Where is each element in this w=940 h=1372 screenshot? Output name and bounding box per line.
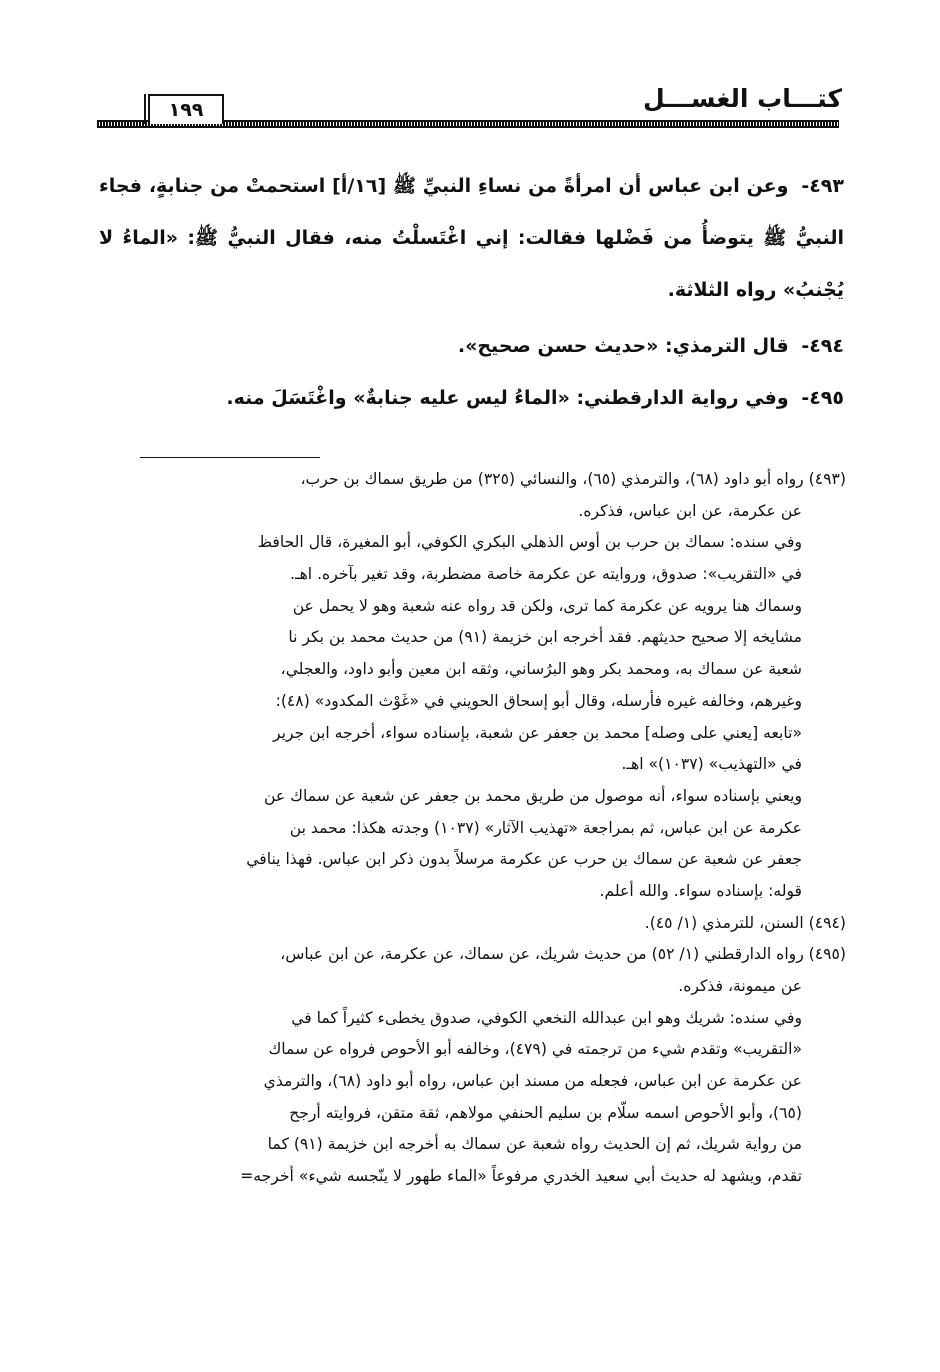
hadith-494: [99, 320, 844, 372]
footnote-line: (٤٩٥) رواه الدارقطني (١/ ٥٢) من حديث شريك، عن سماك، عن عكرمة، عن ابن عباس،: [280, 945, 846, 964]
footnote-line: وفي سنده: سماك بن حرب بن أوس الذهلي البكري الكوفي، أبو المغيرة، قال الحافظ: [257, 533, 802, 552]
hadith-text: قال الترمذي: «حديث حسن صحيح».: [457, 335, 789, 357]
footnote-line: وغيرهم، وخالفه غيره فأرسله، وقال أبو إسحاق الحويني في «غَوْث المكدود» (٤٨):: [275, 691, 802, 710]
hadith-text: وعن ابن عباس أن امرأةً من نساءِ النبيِّ ﷺ [١٦/أ] استحمتْ من جنابةٍ، فجاء النبيُّ ﷺ يتوضأُ من فَضْلها فقالت: إني اغْتَسلْتُ منه، فقال النبيُّ ﷺ: «الماءُ لا يُجْنبُ» رواه الثلاثة.: [99, 175, 844, 301]
hadith-number: ٤٩٥-: [801, 387, 844, 409]
page-number: ١٩٩: [148, 94, 224, 124]
footnote-line: «التقريب» وتقدم شيء من ترجمته في (٤٧٩)، وخالفه أبو الأحوص فرواه عن سماك: [268, 1040, 802, 1059]
footnote-line: «تابعه [يعني على وصله] محمد بن جعفر عن شعبة، بإسناده سواء، أخرجه ابن جرير: [273, 723, 802, 742]
footnote-line: قوله: بإسناده سواء. والله أعلم.: [599, 881, 802, 900]
footnote-line: عكرمة عن ابن عباس، ثم بمراجعة «تهذيب الآثار» (١٠٣٧) وجدته هكذا: محمد بن: [289, 818, 802, 837]
footnote-line: وسماك هنا يرويه عن عكرمة كما ترى، ولكن قد رواه عنه شعبة وهو لا يحمل عن: [292, 596, 802, 615]
footnote-line: في «التهذيب» (١٠٣٧)» اهـ.: [621, 755, 802, 774]
footnote-line: جعفر عن شعبة عن سماك بن حرب عن عكرمة مرسلاً بدون ذكر ابن عباس. فهذا ينافي: [246, 850, 802, 869]
footnote-line: عن عكرمة عن ابن عباس، فجعله من مسند ابن عباس، رواه أبو داود (٦٨)، والترمذي: [263, 1072, 802, 1091]
hadith-number: ٤٩٤-: [801, 335, 844, 357]
footnote-line: وفي سنده: شريك وهو ابن عبدالله النخعي الكوفي، صدوق يخطىء كثيراً كما في: [291, 1008, 802, 1027]
hadith-495: [99, 372, 844, 424]
footnote-line: (٦٥)، وأبو الأحوص اسمه سلّام بن سليم الحنفي مولاهم، ثقة متقن، فروايته أرجح: [289, 1103, 802, 1122]
footnote-line: شعبة عن سماك به، ومحمد بكر وهو البرُساني، وثقه ابن معين وأبو داود، والعجلي،: [280, 660, 802, 679]
footnote-line: عن عكرمة، عن ابن عباس، فذكره.: [578, 501, 802, 520]
footnote-line: عن ميمونة، فذكره.: [678, 977, 802, 995]
hadith-text: وفي رواية الدارقطني: «الماءُ ليس عليه جنابةٌ» واغْتَسَلَ منه.: [226, 387, 789, 409]
footnote-line: في «التقريب»: صدوق، وروايته عن عكرمة خاصة مضطربة، وقد تغير بآخره. اهـ.: [290, 565, 802, 584]
footnote-line: (٤٩٤) السنن، للترمذي (١/ ٤٥).: [644, 913, 846, 932]
footnote-line: مشايخه إلا صحيح حديثهم. فقد أخرجه ابن خزيمة (٩١) من حديث محمد بن بكر نا: [288, 628, 802, 647]
footnote-separator: [140, 457, 320, 458]
footnote-line: تقدم، ويشهد له حديث أبي سعيد الخدري مرفوعاً «الماء طهور لا ينّجسه شيء» أخرجه=: [240, 1167, 802, 1186]
chapter-title: كتـــاب الغســـل: [642, 84, 842, 113]
footnote-line: ويعني بإسناده سواء، أنه موصول من طريق محمد بن جعفر عن شعبة عن سماك عن: [263, 786, 802, 805]
hadith-number: ٤٩٣-: [801, 175, 844, 197]
footnotes: [98, 464, 846, 1193]
footnote-line: من رواية شريك، ثم إن الحديث رواه شعبة عن سماك به أخرجه ابن خزيمة (٩١) كما: [267, 1135, 802, 1154]
hadith-493: [99, 160, 844, 316]
footnote-line: (٤٩٣) رواه أبو داود (٦٨)، والترمذي (٦٥)، والنسائي (٣٢٥) من طريق سماك بن حرب،: [300, 470, 846, 488]
